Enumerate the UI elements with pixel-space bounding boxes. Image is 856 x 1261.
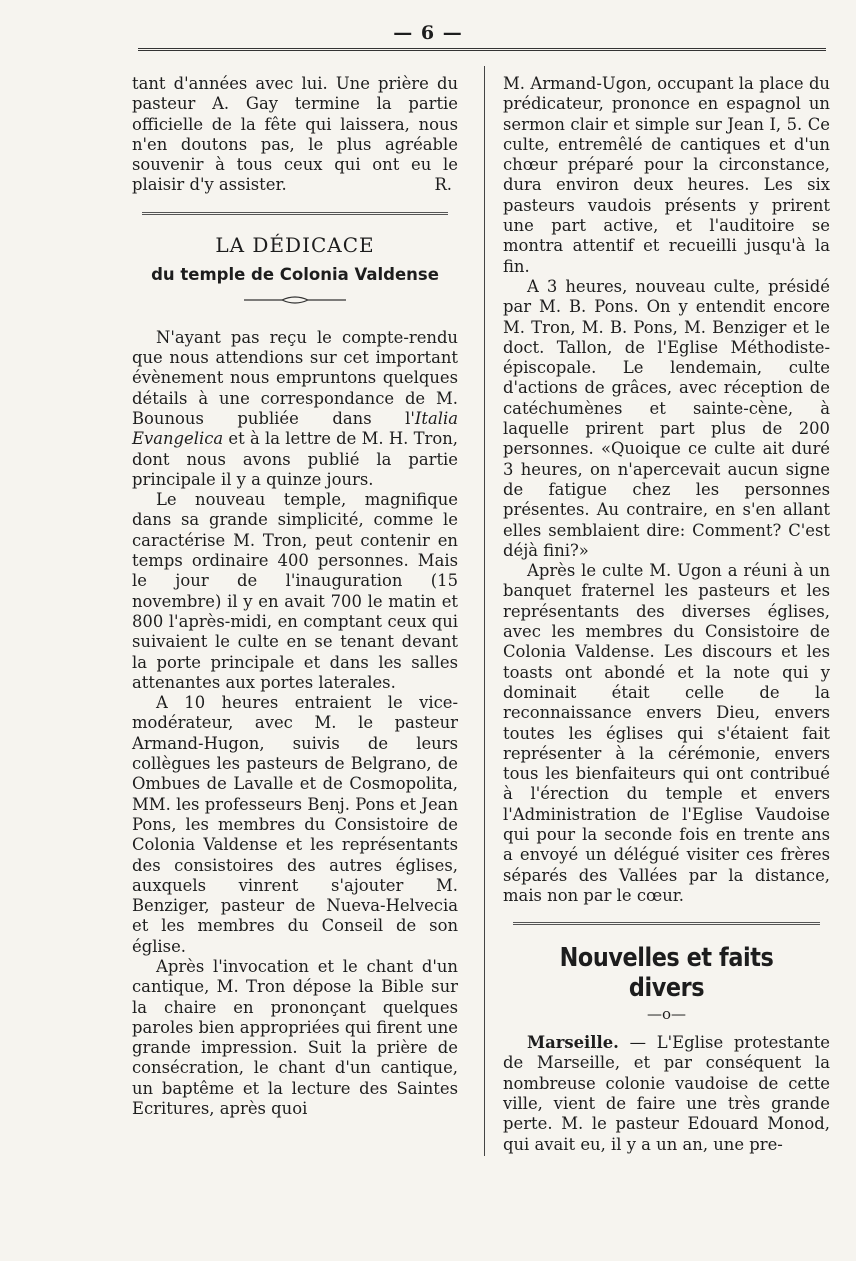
left-paragraph-5: Après l'invocation et le chant d'un cantique, M. Tron dépose la Bible sur la chaire en prononçant quelques paroles bien appropriées qui firent une grande impression. Suit la prière de consécration, le chant d'un cantique, un baptême et la lecture des Saintes Ecritures, après quoi bbox=[132, 956, 458, 1119]
left-paragraph-3: Le nouveau temple, magnifique dans sa grande simplicité, comme le caractérise M. Tron, peut contenir en temps ordinaire 400 personnes. Mais le jour de l'inauguration (15 novembre) il y en avait 700 le matin et 800 l'après-midi, en comptant ceux qui suivaient le culte en se tenant devant la porte principale et dans les salles attenantes aux portes laterales. bbox=[132, 490, 458, 692]
news-separator bbox=[513, 922, 820, 925]
column-divider bbox=[484, 66, 485, 1156]
left-column bbox=[132, 74, 458, 1119]
news-item-marseille bbox=[503, 1033, 830, 1155]
right-paragraph-3: Après le culte M. Ugon a réuni à un banquet fraternel les pasteurs et les représentants des diverses églises, avec les membres du Consistoire de Colonia Valdense. Les discours et les toasts ont abondé et la note qui y dominait était celle de la reconnaissance envers Dieu, envers toutes les églises qui s'étaient fait représenter à la cérémonie, envers tous les bienfaiteurs qui ont contribué à l'érection du temple et envers l'Administration de l'Eglise Vaudoise qui pour la seconde fois en trente ans a envoyé un délégué visiter ces frères séparés des Vallées par la distance, mais non par le cœur. bbox=[503, 561, 830, 905]
page-number: — 6 — bbox=[393, 22, 463, 44]
journal-title-italic: Italia Evangelica bbox=[132, 408, 458, 449]
news-item-lead: Marseille. bbox=[527, 1033, 619, 1053]
section-separator bbox=[142, 212, 448, 215]
right-paragraph-1: M. Armand-Ugon, occupant la place du prédicateur, prononce en espagnol un sermon clair et simple sur Jean I, 5. Ce culte, entremêlé de cantiques et d'un chœur préparé pour la circonstance, dura environ deux heures. Les six pasteurs vaudois présents y prirent une part active, et l'auditoire se montra attentif et recueilli jusqu'à la fin. bbox=[503, 74, 830, 276]
right-column bbox=[503, 74, 830, 1155]
left-paragraph-2 bbox=[132, 328, 458, 490]
news-item-text: — L'Eglise protestante de Marseille, et par conséquent la nombreuse colonie vaudoise de cette ville, vient de faire une très grande perte. M. le pasteur Edouard Monod, qui avait eu, il y a un an, une pre- bbox=[503, 1033, 830, 1154]
left-paragraph-2-text-a: N'ayant pas reçu le compte-rendu que nous attendions sur cet important évènement nous empruntons quelques détails à une correspondance de M. Bounous publiée dans l' bbox=[132, 327, 458, 428]
ornament-divider-icon bbox=[240, 294, 350, 306]
news-section-title: Nouvelles et faits divers bbox=[559, 943, 774, 1004]
article-subtitle: du temple de Colonia Valdense bbox=[151, 264, 439, 284]
right-paragraph-2: A 3 heures, nouveau culte, présidé par M. B. Pons. On y entendit encore M. Tron, M. B. Pons, M. Benziger et le doct. Tallon, de l'Eglise Méthodiste-épiscopale. Le lendemain, culte d'actions de grâces, avec réception de catéchumènes et sainte-cène, à laquelle prirent part plus de 200 personnes. «Quoique ce culte ait duré 3 heures, on n'apercevait aucun signe de fatigue chez les personnes présentes. Au contraire, en s'en allant elles semblaient dire: Comment? C'est déjà fini?» bbox=[503, 276, 830, 560]
left-paragraph-2-text-b: et à la lettre de M. H. Tron, dont nous avons publié la partie principale il y a quinze jours. bbox=[132, 429, 458, 489]
left-paragraph-4: A 10 heures entraient le vice-modérateur, avec M. le pasteur Armand-Hugon, suivis de leurs collègues les pasteurs de Belgrano, de Ombues de Lavalle et de Cosmopolita, MM. les professeurs Benj. Pons et Jean Pons, les membres du Consistoire de Colonia Valdense et les représentants des consistoires des autres églises, auxquels vinrent s'ajouter M. Benziger, pasteur de Nueva-Helvecia et les membres du Conseil de son église. bbox=[132, 693, 458, 956]
left-paragraph-1 bbox=[132, 74, 458, 196]
left-paragraph-1-text: tant d'années avec lui. Une prière du pasteur A. Gay termine la partie officielle de la fête qui laissera, nous n'en doutons pas, le plus agréable souvenir à tous ceux qui ont eu le plaisir d'y assister. bbox=[132, 74, 458, 195]
header-rule bbox=[138, 48, 826, 51]
article-title: LA DÉDICACE bbox=[215, 232, 375, 257]
news-section-ornament: —o— bbox=[646, 1005, 687, 1024]
signature-initial: R. bbox=[434, 175, 452, 195]
